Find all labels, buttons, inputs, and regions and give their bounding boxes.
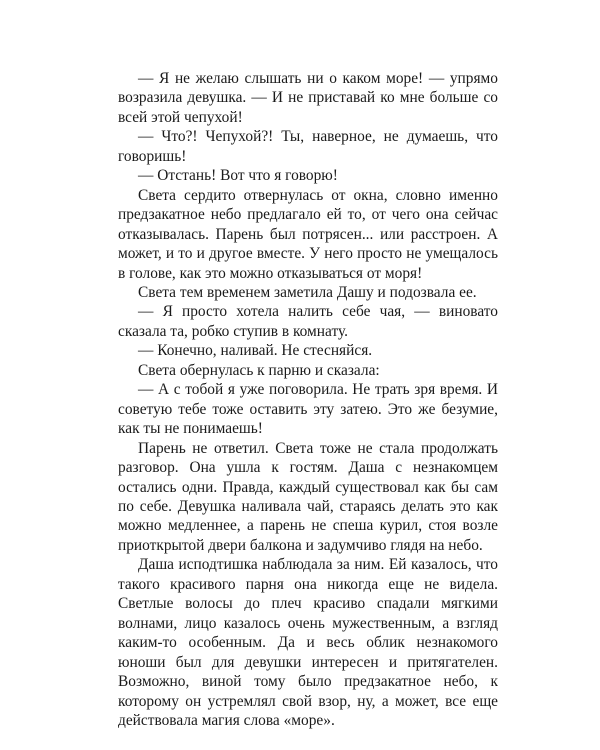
paragraph-7: — Конечно, наливай. Не стесняйся. xyxy=(138,342,373,360)
paragraph-3: — Отстань! Вот что я говорю! xyxy=(138,167,338,185)
paragraph-8: Света обернулась к парню и сказала: xyxy=(138,361,380,379)
paragraph-4: Света сердито отвернулась от окна, словно именно предзакатное небо предлагало ей то, от чего она сейчас отказывалась. Парень был потрясен... или расстроен. А может, и то и другое вместе. У него просто не умещалось в голове, как это можно отказываться от моря! xyxy=(118,186,498,282)
paragraph-1: — Я не желаю слышать ни о каком море! — упрямо возразила девушка. — И не приставай ко мне больше со всей этой чепухой! xyxy=(118,70,498,126)
paragraph-11: Даша исподтишка наблюдала за ним. Ей казалось, что такого красивого парня она никогда еще не видела. Светлые волосы до плеч красиво спадали мягкими волнами, лицо казалось очень мужественным, а взгляд каким-то особенным. Да и весь облик незнакомого юноши был для девушки интересен и притягателен. Возможно, виной тому было предзакатное небо, к которому он устремлял свой взор, ну, а может, все еще действовала магия слова «море». xyxy=(118,556,498,729)
paragraph-5: Света тем временем заметила Дашу и подозвала ее. xyxy=(138,283,477,301)
book-page-text xyxy=(118,69,498,730)
paragraph-6: — Я просто хотела налить себе чая, — виновато сказала та, робко ступив в комнату. xyxy=(118,303,498,340)
paragraph-2: — Что?! Чепухой?! Ты, наверное, не думаешь, что говоришь! xyxy=(118,128,498,165)
paragraph-10: Парень не ответил. Света тоже не стала продолжать разговор. Она ушла к гостям. Даша с незнакомцем остались одни. Правда, каждый существовал как бы сам по себе. Девушка наливала чай, стараясь делать это как можно медленнее, а парень не спеша курил, стоя возле приоткрытой двери балкона и задумчиво глядя на небо. xyxy=(118,439,498,554)
paragraph-9: — А с тобой я уже поговорила. Не трать зря время. И советую тебе тоже оставить эту затею. Это же безумие, как ты не понимаешь! xyxy=(118,381,498,438)
